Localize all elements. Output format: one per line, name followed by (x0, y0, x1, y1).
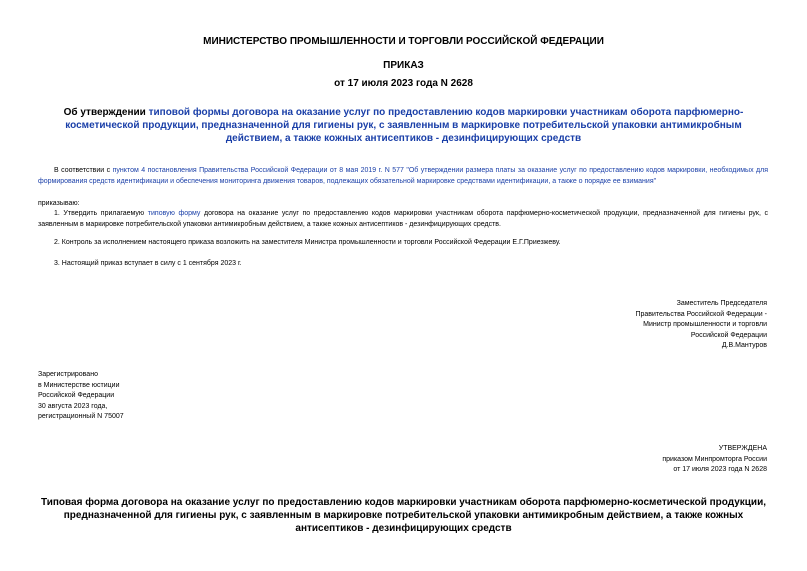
registration-date: 30 августа 2023 года, (38, 402, 108, 410)
signature-line: Заместитель Председателя (676, 300, 767, 307)
document-type: ПРИКАЗ (383, 60, 424, 71)
item-3: 3. Настоящий приказ вступает в силу с 1 сентября 2023 г. (54, 260, 242, 267)
order-title-link[interactable]: типовой формы договора на оказание услуг по предоставлению кодов маркировки участникам оборота парфюмерно-косметической продукции, предназначенной для гигиены рук, с заявленным в маркировке потребительской упаковки антимикробным действием, а также кожных антисептиков - дезинфицирующих средств (65, 107, 744, 144)
ministry-heading: МИНИСТЕРСТВО ПРОМЫШЛЕННОСТИ И ТОРГОВЛИ РОССИЙСКОЙ ФЕДЕРАЦИИ (203, 36, 604, 47)
approval-line: от 17 июля 2023 года N 2628 (673, 466, 767, 474)
registration-line: Российской Федерации (38, 392, 115, 400)
resolution-link[interactable]: пунктом 4 постановления Правительства Российской Федерации от 8 мая 2019 г. N 577 "Об утверждении размера платы за оказание услуг по предоставлению кодов маркировки, необходимых для формирования средств идентификации и обеспечения мониторинга движения товаров, подлежащих обязательной маркировке средствами идентификации, а также о порядке ее взимания" (38, 167, 769, 185)
item-1 (38, 209, 768, 230)
approval-heading: УТВЕРЖДЕНА (718, 445, 767, 452)
order-title-prefix: Об утверждении (63, 107, 149, 118)
signature-block (635, 299, 767, 352)
item-2: 2. Контроль за исполнением настоящего приказа возложить на заместителя Министра промышленности и торговли Российской Федерации Е.Г.Приезжеву. (54, 239, 561, 246)
registration-number: регистрационный N 75007 (38, 413, 124, 421)
order-date-number: от 17 июля 2023 года N 2628 (334, 78, 473, 89)
approval-line: приказом Минпромторга России (662, 455, 767, 463)
preamble-start: В соответствии с (54, 167, 113, 174)
approval-block (662, 444, 767, 476)
preamble-paragraph (38, 166, 768, 187)
registration-line: Зарегистрировано (38, 371, 98, 378)
prikazyvayu-label: приказываю: (38, 200, 80, 207)
signature-line: Российской Федерации (690, 331, 767, 339)
signature-line: Министр промышленности и торговли (643, 321, 767, 329)
item-1-start: 1. Утвердить прилагаемую (54, 210, 148, 217)
signatory-name: Д.В.Мантуров (721, 342, 767, 350)
order-title (36, 106, 771, 145)
form-title: Типовая форма договора на оказание услуг по предоставлению кодов маркировки участникам оборота парфюмерно-косметической продукции, предназначенной для гигиены рук, с заявленным в маркировке потребительской упаковки антимикробным действием, а также кожных антисептиков - дезинфицирующих средств (41, 497, 766, 534)
registration-block (38, 370, 124, 423)
registration-line: в Министерстве юстиции (38, 381, 120, 389)
standard-form-link[interactable]: типовую форму (147, 210, 201, 217)
signature-line: Правительства Российской Федерации - (635, 310, 767, 318)
item-1-end: договора на оказание услуг по предоставлению кодов маркировки участникам оборота парфюмерно-косметической продукции, предназначенной для гигиены рук, с заявленным в маркировке потребительской упаковки антимикробным действием, а также кожных антисептиков - дезинфицирующих средств. (38, 210, 769, 228)
